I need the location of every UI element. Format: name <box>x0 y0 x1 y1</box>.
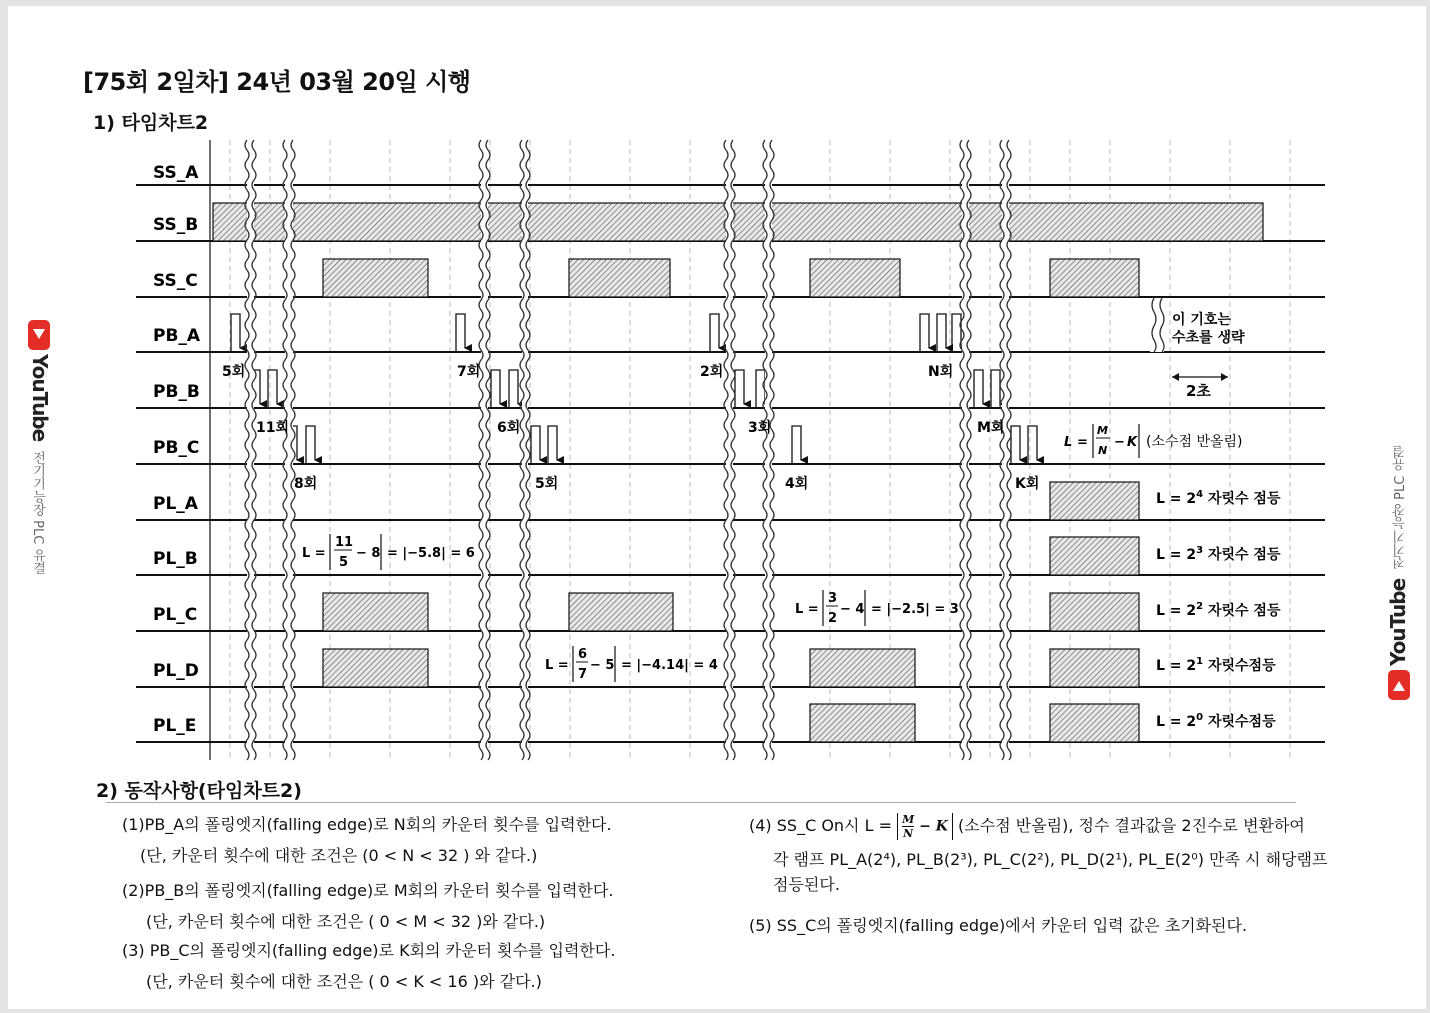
desc-2: (2)PB_B의 폴링엣지(falling edge)로 M회의 카운터 횟수를 입력한다. <box>122 881 614 900</box>
pb-c-pulse <box>1028 426 1037 464</box>
svg-text:=: = <box>1077 435 1088 450</box>
label-pb-c: PB_C <box>153 438 200 458</box>
count-pbc-5: 5회 <box>535 476 559 492</box>
pb-a-pulse <box>937 314 946 352</box>
digit-label-pl-c: $L = 2^2$ 자릿수 점등 <box>1156 601 1281 619</box>
channel-name-left: 전기기능장 PLC 유결 <box>30 451 45 575</box>
pb-c-pulse <box>1011 426 1020 464</box>
pb-c-pulse <box>792 426 801 464</box>
ex3-num: 3 <box>828 591 838 606</box>
desc-4-formula: $\frac{M}{N}$ − K <box>897 813 953 840</box>
formula-n: N <box>1098 444 1108 457</box>
desc-4a <box>749 813 1305 840</box>
label-ss-b: SS_B <box>153 215 199 235</box>
pb-b-pulse <box>491 370 500 408</box>
desc-5: (5) SS_C의 폴링엣지(falling edge)에서 카운터 입력 값은 초기화된다. <box>749 916 1248 935</box>
label-ss-c: SS_C <box>153 271 198 291</box>
desc-4-formula-m: M <box>902 813 915 826</box>
ex1-minus: − 8 <box>356 546 381 561</box>
youtube-watermark-right <box>1386 440 1410 700</box>
time-break-fill <box>522 140 528 760</box>
desc-1: (1)PB_A의 폴링엣지(falling edge)로 N회의 카운터 횟수를 입력한다. <box>122 815 612 834</box>
digit-label-pl-e: $L = 2^0$ 자릿수점등 <box>1156 712 1276 730</box>
two-second-legend <box>1172 373 1228 400</box>
count-labels <box>222 363 1039 492</box>
pl-d-on <box>1050 649 1139 687</box>
pb-a-pulse <box>456 314 465 352</box>
count-pba-5: 5회 <box>222 364 246 380</box>
count-pbc-8: 8회 <box>294 476 318 492</box>
omit-legend-line2: 수초를 생략 <box>1172 330 1245 346</box>
label-pb-b: PB_B <box>153 382 200 402</box>
ex1-num: 11 <box>335 535 354 550</box>
pb-b-pulse <box>509 370 518 408</box>
formula-m: M <box>1097 424 1108 437</box>
desc-3: (3) PB_C의 폴링엣지(falling edge)로 K회의 카운터 횟수를 입력한다. <box>122 941 616 960</box>
count-pba-7: 7회 <box>457 364 481 380</box>
ex1-den: 5 <box>339 555 349 570</box>
youtube-brand-left: YouTube <box>28 354 52 442</box>
count-pbb-3: 3회 <box>748 420 772 436</box>
desc-1b: (단, 카운터 횟수에 대한 조건은 (0 < N < 32 ) 와 같다.) <box>140 846 538 865</box>
section-divider <box>106 802 1296 803</box>
formula-round-note: (소수점 반올림) <box>1146 434 1243 450</box>
youtube-play-icon <box>28 320 50 350</box>
youtube-watermark-left <box>28 320 52 580</box>
example-2 <box>545 646 718 682</box>
desc-4-formula-n: N <box>903 827 914 840</box>
pb-a-pulse <box>920 314 929 352</box>
formula-k: K <box>1127 435 1138 450</box>
pb-a-pulse <box>710 314 719 352</box>
youtube-brand-right: YouTube <box>1386 578 1410 666</box>
ex3-minus: − 4 <box>840 602 865 617</box>
pl-d-on <box>323 649 428 687</box>
pl-c-on <box>569 593 673 631</box>
pl-a-on <box>1050 482 1139 520</box>
formula-legend <box>1064 424 1243 458</box>
example-1 <box>302 534 475 570</box>
omit-symbol-legend <box>1150 298 1245 352</box>
pb-a-pulse <box>231 314 240 352</box>
pl-d-on <box>810 649 915 687</box>
ex2-den: 7 <box>578 667 588 682</box>
pl-e-on <box>810 704 915 742</box>
digit-label-pl-a: $L = 2^4$ 자릿수 점등 <box>1156 489 1281 507</box>
label-pl-b: PL_B <box>153 549 198 569</box>
desc-4a-text: (4) SS_C On시 L = <box>749 816 893 835</box>
label-ss-a: SS_A <box>153 163 199 183</box>
label-pl-e: PL_E <box>153 716 197 736</box>
desc-4d: 점등된다. <box>773 875 840 894</box>
label-pl-c: PL_C <box>153 605 198 625</box>
digit-label-pl-b: $L = 2^3$ 자릿수 점등 <box>1156 545 1281 563</box>
digit-labels <box>1156 489 1281 730</box>
ex1-lhs: L = <box>302 546 326 561</box>
count-pbb-6: 6회 <box>497 420 521 436</box>
count-pbc-k: K회 <box>1015 476 1040 492</box>
pl-e-on <box>1050 704 1139 742</box>
pb-c-pulse <box>531 426 540 464</box>
pb-c-pulse <box>548 426 557 464</box>
desc-2b: (단, 카운터 횟수에 대한 조건은 ( 0 < M < 32 )와 같다.) <box>146 912 546 931</box>
youtube-play-icon <box>1388 670 1410 700</box>
count-pbc-4: 4회 <box>785 476 809 492</box>
ex2-lhs: L = <box>545 658 569 673</box>
label-pl-d: PL_D <box>153 661 199 681</box>
ss-c-on <box>1050 259 1139 297</box>
digit-label-pl-d: $L = 2^1$ 자릿수점등 <box>1156 656 1276 674</box>
desc-4c: 각 램프 PL_A(2⁴), PL_B(2³), PL_C(2²), PL_D(2¹), PL_E(2⁰) 만족 시 해당램프 <box>773 850 1328 869</box>
ex2-result: = |−4.14| = 4 <box>621 658 718 673</box>
label-pl-a: PL_A <box>153 494 198 514</box>
section-timechart-title: 1) 타임차트2 <box>93 112 209 134</box>
count-pba-2: 2회 <box>700 364 724 380</box>
ss-b-on <box>213 203 1263 241</box>
omit-legend-line1: 이 기호는 <box>1172 312 1231 328</box>
desc-4-formula-k: K <box>935 818 948 835</box>
desc-3b: (단, 카운터 횟수에 대한 조건은 ( 0 < K < 16 )와 같다.) <box>146 972 542 991</box>
count-pba-n: N회 <box>928 364 954 380</box>
ss-c-on <box>810 259 900 297</box>
page-title: [75회 2일차] 24년 03월 20일 시행 <box>83 68 471 96</box>
pl-b-on <box>1050 537 1139 575</box>
waveforms <box>213 203 1263 742</box>
pb-b-pulse <box>991 370 1000 408</box>
pb-b-pulse <box>974 370 983 408</box>
ex1-result: = |−5.8| = 6 <box>387 546 475 561</box>
pl-c-on <box>1050 593 1139 631</box>
svg-text:−: − <box>1114 435 1125 450</box>
ex2-num: 6 <box>578 647 588 662</box>
desc-4b-text: (소수점 반올림), 정수 결과값을 2진수로 변환하여 <box>958 816 1305 835</box>
pb-b-pulse <box>735 370 744 408</box>
ss-c-on <box>569 259 670 297</box>
pl-c-on <box>323 593 428 631</box>
two-second-label: 2초 <box>1186 382 1211 400</box>
count-pbb-11: 11회 <box>256 420 290 436</box>
ex3-result: = |−2.5| = 3 <box>871 602 959 617</box>
section-operation-title: 2) 동작사항(타임차트2) <box>96 780 302 802</box>
example-3 <box>795 590 959 626</box>
formula-l: L <box>1064 435 1073 450</box>
ex3-lhs: L = <box>795 602 819 617</box>
channel-name-right: 전기기능장 PLC 유결 <box>1393 445 1408 569</box>
pb-b-pulse <box>268 370 277 408</box>
ex3-den: 2 <box>828 611 838 626</box>
pb-c-pulse <box>306 426 315 464</box>
count-pbb-m: M회 <box>977 420 1005 436</box>
ex2-minus: − 5 <box>590 658 615 673</box>
ss-c-on <box>323 259 428 297</box>
signal-labels <box>153 163 201 736</box>
label-pb-a: PB_A <box>153 326 201 346</box>
